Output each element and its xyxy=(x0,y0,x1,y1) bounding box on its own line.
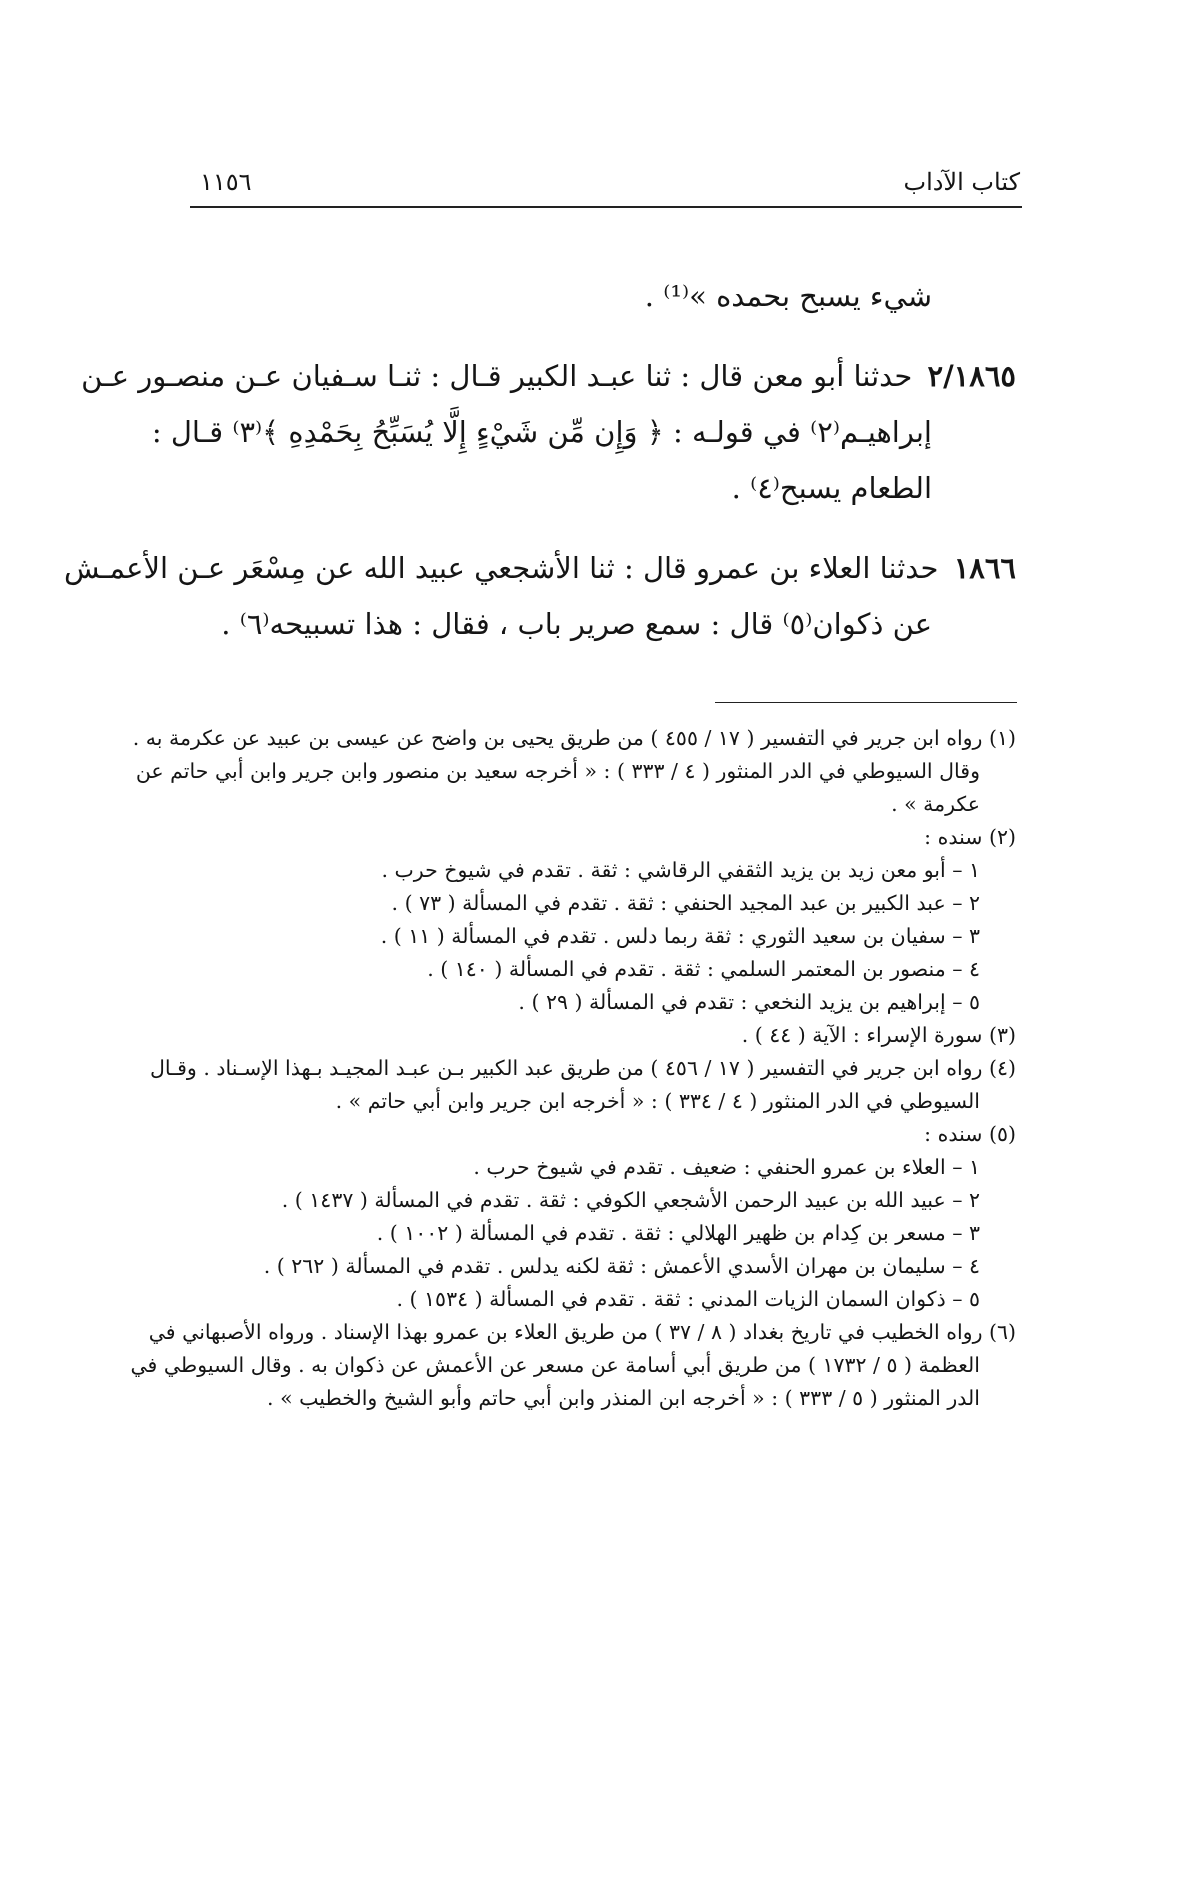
hadith-1866-line-1 xyxy=(63,540,1016,596)
text-line-1: شيء يسبح بحمده »⁽¹⁾ . xyxy=(644,279,932,313)
footnote-6-line-3: الدر المنثور ( ٥ / ٣٣٣ ) : « أخرجه ابن المنذر وابن أبي حاتم وأبو الشيخ والخطيب » . xyxy=(267,1386,980,1410)
footnote-separator xyxy=(715,702,1017,703)
footnote-1-line-1: (١) رواه ابن جرير في التفسير ( ١٧ / ٤٥٥ ) من طريق يحيى بن واضح عن عيسى بن عبيد عن عكرمة به . xyxy=(132,726,1016,750)
footnote-5-item-3: ٣ – مسعر بن كِدام بن ظهير الهلالي : ثقة . تقدم في المسألة ( ١٠٠٢ ) . xyxy=(376,1221,980,1245)
page-number: ١١٥٦ xyxy=(200,168,252,196)
footnote-2-item-5: ٥ – إبراهيم بن يزيد النخعي : تقدم في المسألة ( ٢٩ ) . xyxy=(518,990,980,1014)
footnote-2-item-4: ٤ – منصور بن المعتمر السلمي : ثقة . تقدم في المسألة ( ١٤٠ ) . xyxy=(427,957,980,981)
footnote-2-item-2: ٢ – عبد الكبير بن عبد المجيد الحنفي : ثقة . تقدم في المسألة ( ٧٣ ) . xyxy=(391,891,980,915)
footnote-6-line-1: (٦) رواه الخطيب في تاريخ بغداد ( ٨ / ٣٧ ) من طريق العلاء بن عمرو بهذا الإسناد . ورواه الأصبهاني في xyxy=(148,1320,1016,1344)
hadith-1865-line-1 xyxy=(81,348,1016,404)
hadith-number-1866: ١٨٦٦ xyxy=(953,551,1016,585)
hadith-1865-text: حدثنا أبو معن قال : ثنا عبـد الكبير قـال : ثنـا سـفيان عـن منصـور عـن xyxy=(81,359,913,393)
footnote-4-line-2: السيوطي في الدر المنثور ( ٤ / ٣٣٤ ) : « أخرجه ابن جرير وابن أبي حاتم » . xyxy=(335,1089,980,1113)
footnote-1-line-2: وقال السيوطي في الدر المنثور ( ٤ / ٣٣٣ ) : « أخرجه سعيد بن منصور وابن جرير وابن أبي حاتم عن xyxy=(135,759,980,783)
book-section-title: كتاب الآداب xyxy=(903,168,1020,196)
footnote-2-heading: (٢) سنده : xyxy=(924,825,1016,849)
footnote-5-heading: (٥) سنده : xyxy=(924,1122,1016,1146)
running-header xyxy=(190,166,1022,208)
footnote-5-item-1: ١ – العلاء بن عمرو الحنفي : ضعيف . تقدم في شيوخ حرب . xyxy=(473,1155,980,1179)
footnote-5-item-5: ٥ – ذكوان السمان الزيات المدني : ثقة . تقدم في المسألة ( ١٥٣٤ ) . xyxy=(396,1287,980,1311)
footnote-2-item-1: ١ – أبو معن زيد بن يزيد الثقفي الرقاشي : ثقة . تقدم في شيوخ حرب . xyxy=(381,858,980,882)
footnote-4-line-1: (٤) رواه ابن جرير في التفسير ( ١٧ / ٤٥٦ ) من طريق عبد الكبير بـن عبـد المجيـد بـهذا الإسـناد . وقـال xyxy=(149,1056,1016,1080)
hadith-1865-line-3: الطعام يسبح⁽٤⁾ . xyxy=(731,471,932,505)
hadith-1865-line-2: إبراهيـم⁽٢⁾ في قولـه : ﴿ وَإِن مِّن شَيْءٍ إِلَّا يُسَبِّحُ بِحَمْدِهِ ﴾⁽٣⁾ قـال : xyxy=(151,415,932,449)
footnote-6-line-2: العظمة ( ٥ / ١٧٣٢ ) من طريق أبي أسامة عن مسعر عن الأعمش عن ذكوان به . وقال السيوطي في xyxy=(130,1353,980,1377)
footnote-5-item-2: ٢ – عبيد الله بن عبيد الرحمن الأشجعي الكوفي : ثقة . تقدم في المسألة ( ١٤٣٧ ) . xyxy=(281,1188,980,1212)
footnote-5-item-4: ٤ – سليمان بن مهران الأسدي الأعمش : ثقة لكنه يدلس . تقدم في المسألة ( ٢٦٢ ) . xyxy=(263,1254,980,1278)
footnote-2-item-3: ٣ – سفيان بن سعيد الثوري : ثقة ربما دلس . تقدم في المسألة ( ١١ ) . xyxy=(380,924,980,948)
hadith-1866-text: حدثنا العلاء بن عمرو قال : ثنا الأشجعي عبيد الله عن مِسْعَر عـن الأعمـش xyxy=(63,551,939,585)
footnote-1-line-3: عكرمة » . xyxy=(891,792,980,816)
hadith-number-1865: ٢/١٨٦٥ xyxy=(927,359,1016,393)
main-text xyxy=(63,268,1016,652)
footnotes xyxy=(130,722,1016,1415)
footnote-3: (٣) سورة الإسراء : الآية ( ٤٤ ) . xyxy=(741,1023,1016,1047)
hadith-1866-line-2: عن ذكوان⁽٥⁾ قال : سمع صرير باب ، فقال : هذا تسبيحه⁽٦⁾ . xyxy=(221,607,932,641)
